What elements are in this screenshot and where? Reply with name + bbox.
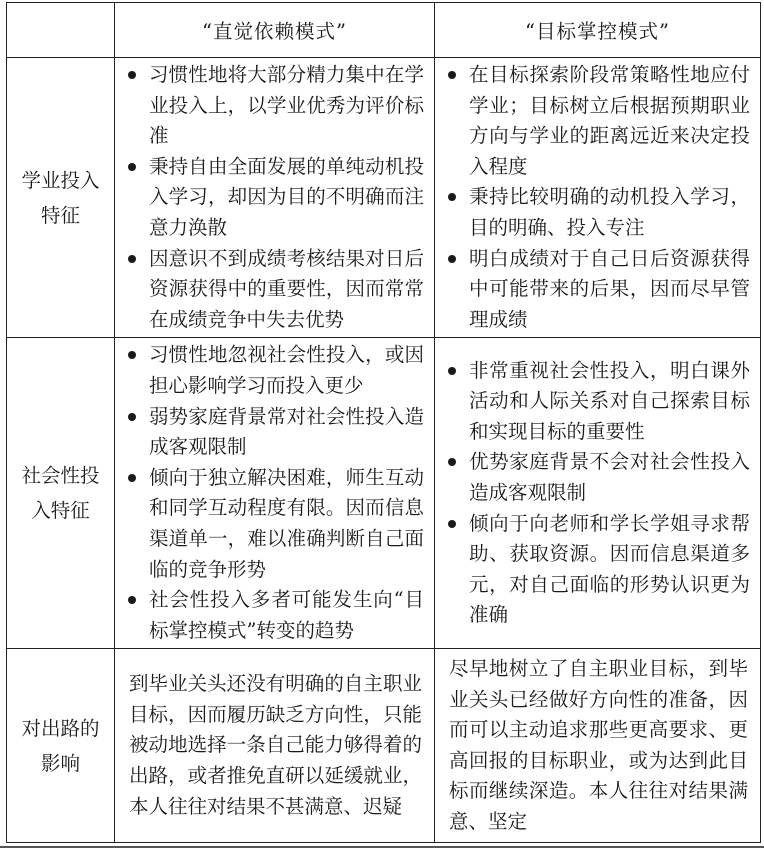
bullet-icon <box>448 255 456 263</box>
header-goal-control-mode: “目标掌控模式” <box>435 3 761 58</box>
list-item <box>125 152 424 244</box>
bullet-icon <box>128 255 136 263</box>
list-item <box>445 60 750 182</box>
cell-outcome-goal <box>435 649 761 843</box>
bullet-icon <box>448 520 456 528</box>
header-row <box>7 3 761 58</box>
bullet-icon <box>448 71 456 79</box>
bullet-list <box>115 338 434 648</box>
list-item-text: 习惯性地忽视社会性投入，或因担心影响学习而投入更少 <box>149 343 424 397</box>
bullet-list <box>435 58 760 337</box>
list-item <box>125 60 424 152</box>
list-item-text: 习惯性地将大部分精力集中在学业投入上，以学业优秀为评价标准 <box>149 63 424 148</box>
bullet-icon <box>448 193 456 201</box>
table-row <box>7 338 761 649</box>
list-item <box>445 182 750 243</box>
row-label-line: 学业投入 <box>21 168 100 192</box>
list-item <box>125 244 424 336</box>
cell-paragraph: 尽早地树立了自主职业目标，到毕业关头已经做好方向性的准备，因而可以主动追求那些更高要求、更高回报的目标职业，或为达到此目标而继续深造。本人往往对结果满意、坚定 <box>449 657 748 833</box>
list-item-text: 倾向于独立解决困难，师生互动和同学互动程度有限。因而信息渠道单一，难以准确判断自己面临的竞争形势 <box>149 465 424 581</box>
list-item-text: 在目标探索阶段常策略性地应付学业；目标树立后根据预期职业方向与学业的距离远近来决定投入程度 <box>469 63 750 178</box>
list-item-text: 因意识不到成绩考核结果对日后资源获得中的重要性，因而常常在成绩竞争中失去优势 <box>149 246 424 331</box>
cell-social-intuition <box>115 338 435 649</box>
bullet-list <box>115 58 434 337</box>
list-item <box>125 585 424 646</box>
row-label-line: 社会性投 <box>21 464 100 488</box>
list-item <box>445 509 750 631</box>
list-item-text: 明白成绩对于自己日后资源获得中可能带来的后果，因而尽早管理成绩 <box>469 246 750 331</box>
list-item <box>125 340 424 401</box>
row-label-line: 对出路的 <box>21 716 100 740</box>
row-label-social <box>7 338 115 649</box>
bullet-icon <box>128 163 136 171</box>
bullet-icon <box>128 413 136 421</box>
bullet-list <box>435 354 760 633</box>
cell-academic-intuition <box>115 58 435 338</box>
cell-outcome-intuition <box>115 649 435 843</box>
cell-academic-goal <box>435 58 761 338</box>
row-label-academic <box>7 58 115 338</box>
list-item-text: 秉持自由全面发展的单纯动机投入学习，却因为目的不明确而注意力涣散 <box>149 154 424 239</box>
list-item-text: 优势家庭背景不会对社会性投入造成客观限制 <box>469 450 750 505</box>
list-item-text: 弱势家庭背景常对社会性投入造成客观限制 <box>149 404 424 459</box>
bullet-icon <box>128 351 136 359</box>
row-label-line: 影响 <box>40 751 80 775</box>
row-label-outcome <box>7 649 115 843</box>
list-item <box>445 356 750 448</box>
bullet-icon <box>128 71 136 79</box>
bullet-icon <box>128 596 136 604</box>
list-item <box>125 402 424 463</box>
list-item-text: 秉持比较明确的动机投入学习，目的明确、投入专注 <box>469 185 750 239</box>
table-row <box>7 649 761 843</box>
header-intuition-mode: “直觉依赖模式” <box>115 3 435 58</box>
list-item <box>445 244 750 336</box>
table-row <box>7 58 761 338</box>
list-item-text: 社会性投入多者可能发生向“目标掌控模式”转变的趋势 <box>149 588 424 642</box>
list-item <box>445 447 750 508</box>
comparison-table <box>6 2 761 843</box>
list-item-text: 非常重视社会性投入，明白课外活动和人际关系对自己探索目标和实现目标的重要性 <box>469 358 750 443</box>
row-label-line: 特征 <box>40 203 80 227</box>
page-bottom-rule <box>0 846 764 848</box>
row-label-line: 入特征 <box>31 499 90 523</box>
bullet-icon <box>128 474 136 482</box>
bullet-icon <box>448 458 456 466</box>
cell-social-goal <box>435 338 761 649</box>
list-item <box>125 463 424 585</box>
bullet-icon <box>448 367 456 375</box>
list-item-text: 倾向于向老师和学长学姐寻求帮助、获取资源。因而信息渠道多元，对自己面临的形势认识更为准确 <box>469 511 750 627</box>
cell-paragraph: 到毕业关头还没有明确的自主职业目标，因而履历缺乏方向性，只能被动地选择一条自己能力够得着的出路，或者推免直研以延缓就业，本人往往对结果不甚满意、迟疑 <box>129 672 422 818</box>
header-corner <box>7 3 115 58</box>
